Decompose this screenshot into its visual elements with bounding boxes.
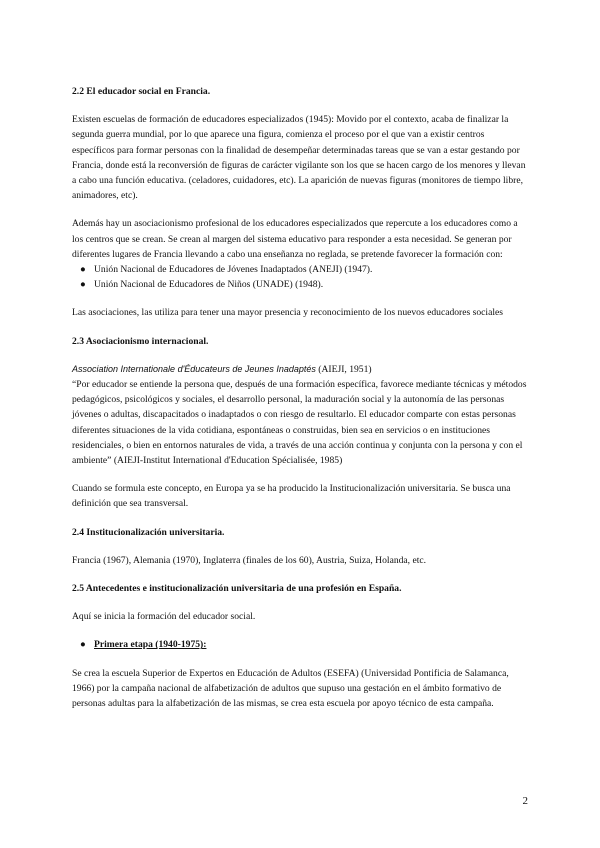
association-name: Association Internationale d'Éducateurs de Jeunes Inadaptés	[72, 363, 316, 374]
bullet-icon: ●	[80, 279, 86, 291]
document-body	[72, 84, 528, 711]
paragraph: Francia (1967), Alemania (1970), Inglaterra (finales de los 60), Austria, Suiza, Holanda, etc.	[72, 554, 427, 566]
page-number: 2	[522, 795, 528, 807]
paragraph: Cuando se formula este concepto, en Europa ya se ha producido la Institucionalización universitaria. Se busca una definición que sea transversal.	[72, 483, 511, 510]
paragraph: Las asociaciones, las utiliza para tener una mayor presencia y reconocimiento de los nuevos educadores sociales	[72, 307, 504, 319]
list-item: ● Unión Nacional de Educadores de Jóvenes Inadaptados (ANEJI) (1947).	[80, 262, 528, 277]
bullet-icon: ●	[80, 264, 86, 276]
list-item: ● Unión Nacional de Educadores de Niños (UNADE) (1948).	[80, 277, 528, 292]
heading-2-2: 2.2 El educador social en Francia.	[72, 86, 211, 97]
heading-2-3: 2.3 Asociacionismo internacional.	[72, 335, 209, 347]
paragraph: Se crea la escuela Superior de Expertos en Educación de Adultos (ESEFA) (Universidad Pontificia de Salamanca, 1966) por la campaña nacional de alfabetización de adultos que supuso una gestación en el ámbito formativo de personas adultas para la alfabetización de las mismas, se crea esta escuela por apoyo técnico de esta campaña.	[72, 667, 509, 710]
definition-quote: “Por educador se entiende la persona que, después de una formación específica, favorece mediante técnicas y métodos pedagógicos, psicológicos y sociales, el desarrollo personal, la maduración social y la autonomía de las personas jóvenes o adultas, discapacitados o inadaptados o con riesgo de resultarlo. El educador comparte con estas personas diferentes situaciones de la vida cotidiana, espontáneas o construidas, bien sea en servicios o en instituciones residenciales, o bien en entornos naturales de vida, a través de una acción continua y conjunta con la persona y con el ambiente” (AIEJI-Institut International d'Education Spécialisée, 1985)	[72, 379, 527, 467]
heading-2-5: 2.5 Antecedentes e institucionalización universitaria de una profesión en España.	[72, 583, 402, 595]
heading-2-4: 2.4 Institucionalización universitaria.	[72, 526, 225, 538]
stage-list	[72, 637, 528, 652]
paragraph: Aquí se inicia la formación del educador social.	[72, 611, 256, 623]
paragraph: Además hay un asociacionismo profesional de los educadores especializados que repercute a los educadores como a los centros que se crean. Se crean al margen del sistema educativo para responder a esta necesidad. Se generan por diferentes lugares de Francia llevando a cabo una enseñanza no reglada, se pretende favorecer la formación con:	[72, 218, 518, 260]
paragraph: Existen escuelas de formación de educadores especializados (1945): Movido por el contexto, acaba de finalizar la segunda guerra mundial, por lo que aparece una figura, comienza el proceso por el que van a existir centros específicos para formar personas con la finalidad de desempeñar determinadas tareas que se van a estar gestando por Francia, donde está la reconversión de figuras de carácter vigilante son los que se hacen cargo de los menores y llevan a cabo una función educativa. (celadores, cuidadores, etc). La aparición de nuevas figuras (monitores de tiempo libre, animadores, etc).	[72, 114, 526, 202]
list-item	[80, 637, 528, 652]
bullet-icon: ●	[80, 639, 86, 651]
association-list	[72, 262, 528, 292]
association-line: Association Internationale d'Éducateurs de Jeunes Inadaptés (AIEJI, 1951)	[72, 363, 372, 375]
stage-title: Primera etapa (1940-1975):	[94, 639, 207, 651]
